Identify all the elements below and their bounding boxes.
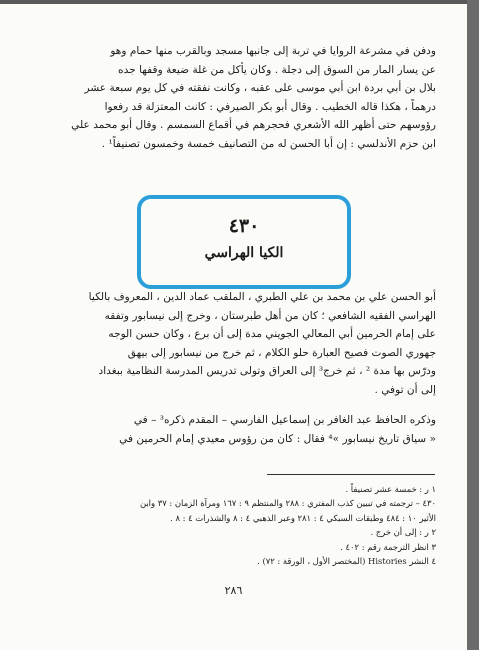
footnote-item: الأثير ١٠ : ٤٨٤ وطبقات السبكي ٤ : ٢٨١ وعبر الذهبي ٤ : ٨ والشذرات ٤ : ٨ .: [170, 512, 436, 523]
page-number: ٢٨٦: [224, 584, 243, 597]
footnote-divider: [267, 474, 435, 475]
entry-title: الكيا الهراسي: [204, 245, 284, 261]
footnotes: [44, 482, 436, 568]
text-line: بلال بن أبي بردة ابن أبي موسى على عقبه ، وكانت نفقته في كل يوم سبعة عشر: [84, 82, 436, 94]
text-line: الهراسي الفقيه الشافعي ؛ كان من أهل طبرستان ، وخرج إلى نيسابور وتفقه: [104, 309, 436, 322]
text-line: وذكره الحافظ عبد الغافر بن إسماعيل الفارسي – المقدم ذكره³ – في: [133, 414, 436, 426]
text-line: ودفن في مشرعة الروايا في تربة إلى جانبها مسجد وبالقرب منها حمام وهو: [110, 45, 436, 57]
text-line: رؤوسهم حتى أظهر الله الأشعري فحجرهم في أقماع السمسم . وقال أبو محمد علي: [71, 119, 436, 131]
scan-edge-right: [467, 0, 479, 650]
text-line: جهوري الصوت فصيح العبارة حلو الكلام ، ثم خرج من نيسابور إلى بيهق: [127, 346, 436, 359]
entry-heading-highlight: [137, 195, 351, 289]
text-line: أبو الحسن علي بن محمد بن علي الطبري ، الملقب عماد الدين ، المعروف بالكيا: [88, 291, 436, 303]
text-line: ودرّس بها مدة ² ، ثم خرج³ إلى العراق وتولى تدريس المدرسة النظامية ببغداد: [98, 365, 436, 377]
text-line: عن يسار المار من السوق إلى دجلة . وكان يأكل من غلة ضيعة وقفها جده: [118, 63, 436, 76]
text-line: « سياق تاريخ نيسابور »⁴ فقال : كان من رؤوس معيدي إمام الحرمين في: [119, 432, 436, 445]
book-page: [0, 4, 467, 650]
footnote-item: ١ ر : خمسة عشر تصنيفاً .: [345, 484, 436, 494]
footnote-item: ٢ ر : إلى أن خرج .: [370, 527, 436, 538]
footnote-item: ٤٣٠ – ترجمته في تبيين كذب المفتري : ٢٨٨ والمنتظم ٩ : ١٦٧ ومرآة الزمان : ٣٧ وابن: [139, 498, 436, 509]
text-line: على إمام الحرمين أبي المعالي الجويني مدة إلى أن برع ، وكان حسن الوجه: [108, 328, 436, 340]
text-line: درهماً ، هكذا قاله الخطيب . وقال أبو بكر الصيرفي : كانت المعتزلة قد رفعوا: [104, 100, 436, 113]
paragraph-entry-continued: [44, 411, 436, 448]
paragraph-previous-entry: [44, 42, 436, 153]
paragraph-entry-body: [44, 288, 436, 399]
entry-number: ٤٣٠: [228, 215, 260, 237]
text-line: إلى أن توفي .: [374, 383, 436, 396]
footnote-item: ٣ انظر الترجمة رقم : ٤٠٢ .: [340, 541, 436, 552]
text-line: ابن حزم الأندلسي : إن أبا الحسن له من التصانيف خمسة وخمسون تصنيفاً¹ .: [101, 137, 436, 150]
footnote-item: ٤ النشر Histories (المختصر الأول ، الورقة : ٧٢) .: [257, 556, 436, 567]
